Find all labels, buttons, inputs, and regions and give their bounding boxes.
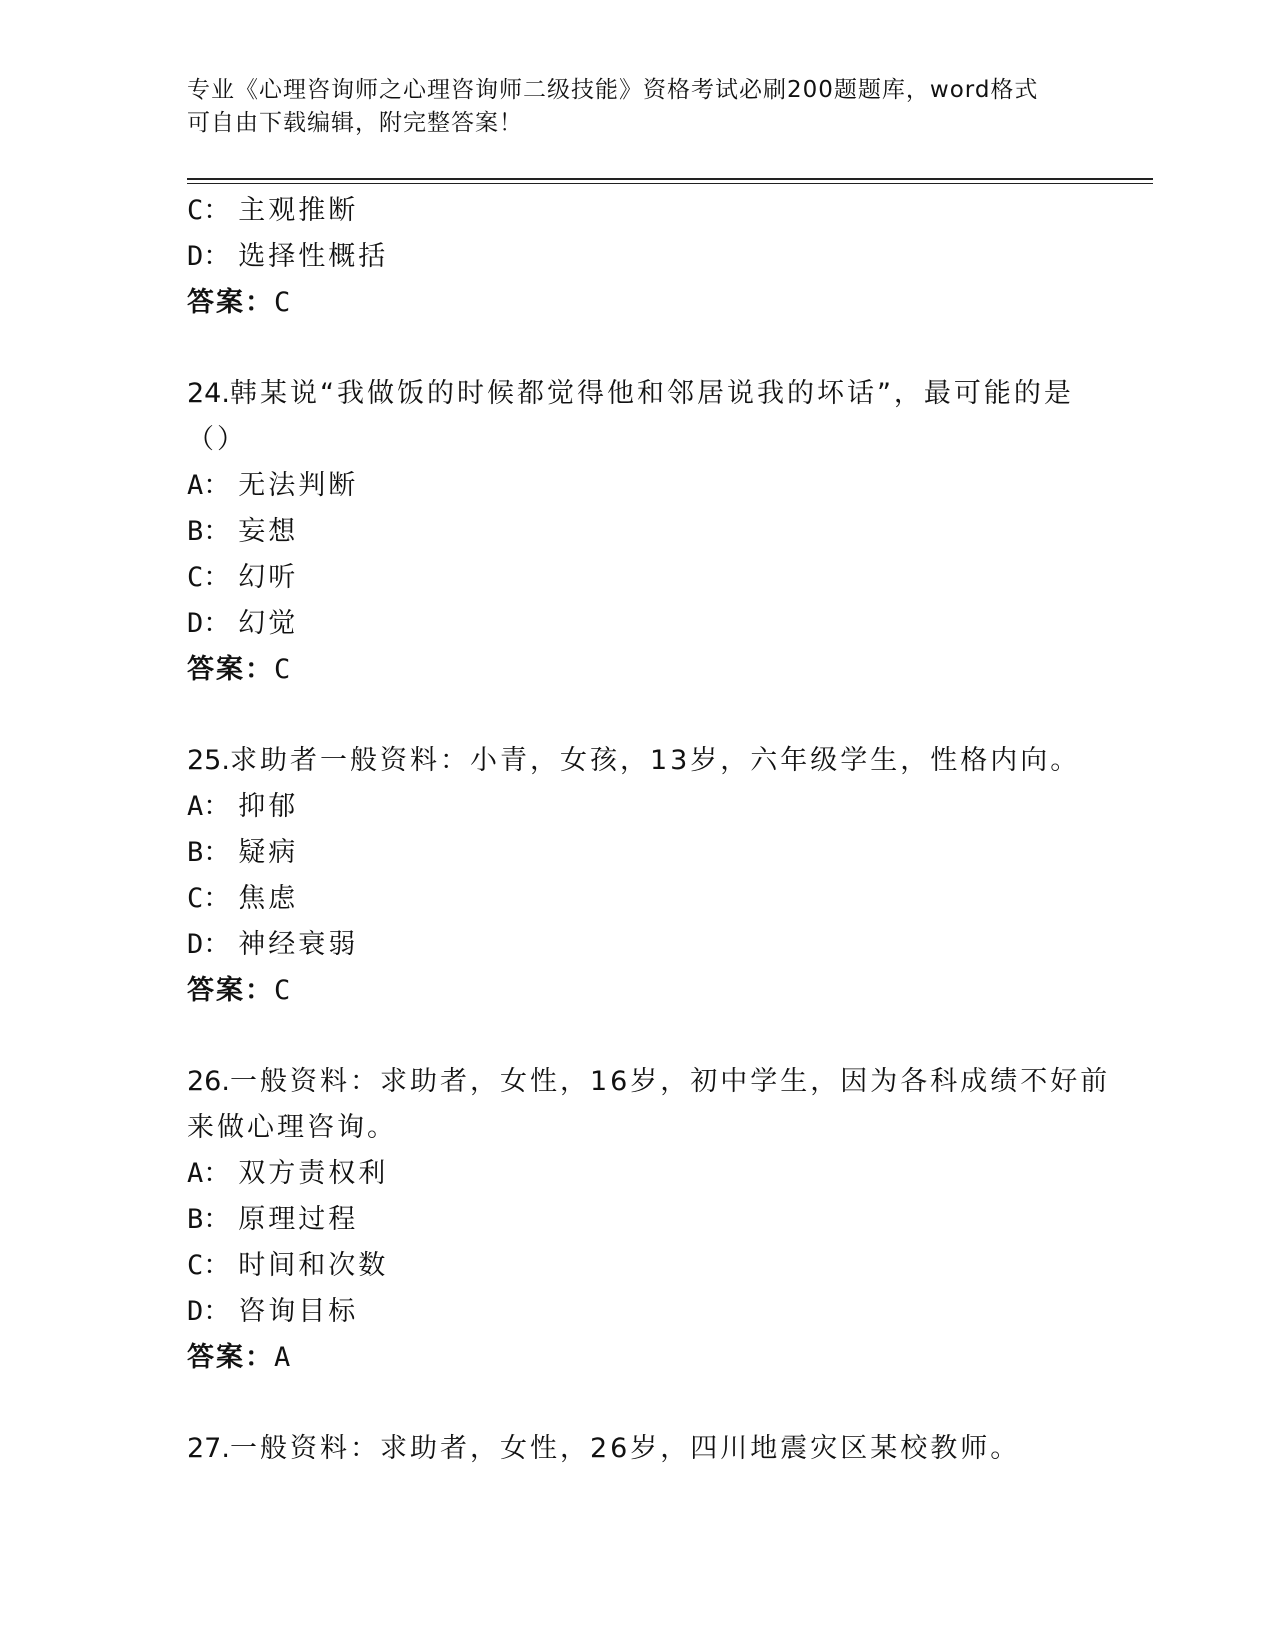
option-b [187,509,1087,555]
option-text: 双方责权利 [238,1158,389,1189]
question-26 [187,1059,1111,1381]
option-c [187,876,1087,922]
answer-line [187,280,1087,326]
option-text: 咨询目标 [238,1296,359,1327]
option-d [187,922,1087,968]
option-b [187,830,1087,876]
option-text: 无法判断 [238,470,359,501]
question-text: 一般资料：求助者，女性，26岁，四川地震灾区某校教师。 [229,1433,1021,1464]
option-text: 原理过程 [238,1204,359,1235]
option-label: D： [187,241,231,272]
question-stem [187,371,1087,417]
document-header [187,74,1087,140]
option-d [187,1289,1087,1335]
question-24 [187,371,1087,693]
question-stem [187,1426,1087,1472]
option-a [187,784,1087,830]
option-label: B： [187,1204,231,1235]
option-label: C： [187,562,231,593]
answer-value: C [274,287,293,318]
answer-label: 答案： [187,975,274,1006]
question-stem-cont: 来做心理咨询。 [187,1112,397,1143]
option-label: D： [187,1296,231,1327]
option-text: 选择性概括 [238,241,389,272]
answer-label: 答案： [187,287,274,318]
option-label: A： [187,791,231,822]
option-text: 时间和次数 [238,1250,389,1281]
option-text: 神经衰弱 [238,929,359,960]
option-text: 主观推断 [238,195,359,226]
question-number: 25. [187,745,230,776]
option-a [187,463,1087,509]
question-25 [187,738,1087,1014]
option-text: 抑郁 [238,791,299,822]
option-label: B： [187,516,231,547]
option-c [187,188,1087,234]
answer-label: 答案： [187,654,274,685]
option-text: 幻听 [238,562,299,593]
question-number: 27. [187,1433,230,1464]
header-divider-thin [187,183,1153,184]
answer-value: C [274,654,293,685]
option-text: 幻觉 [238,608,299,639]
option-label: C： [187,1250,231,1281]
option-text: 妄想 [238,516,299,547]
option-label: C： [187,195,231,226]
option-label: A： [187,470,231,501]
question-stem [187,738,1087,784]
answer-value: C [274,975,293,1006]
question-text: 一般资料：求助者，女性，16岁，初中学生，因为各科成绩不好前 [229,1066,1111,1097]
option-label: D： [187,608,231,639]
question-number: 26. [187,1066,230,1097]
option-label: B： [187,837,231,868]
option-b [187,1197,1087,1243]
answer-line [187,1335,1087,1381]
question-23-continuation [187,188,1087,326]
question-stem [187,1059,1111,1105]
question-27 [187,1426,1087,1472]
header-divider-thick [187,178,1153,180]
option-c [187,555,1087,601]
option-text: 焦虑 [238,883,299,914]
question-number: 24. [187,378,230,409]
option-d [187,234,1087,280]
option-c [187,1243,1087,1289]
answer-value: A [274,1342,293,1373]
question-stem-cont: （） [187,424,247,455]
header-title-line1: 专业《心理咨询师之心理咨询师二级技能》资格考试必刷200题题库，word格式 [187,77,1039,103]
option-text: 疑病 [238,837,299,868]
option-label: C： [187,883,231,914]
answer-line [187,968,1087,1014]
option-label: A： [187,1158,231,1189]
option-d [187,601,1087,647]
option-label: D： [187,929,231,960]
answer-label: 答案： [187,1342,274,1373]
question-text: 韩某说“我做饭的时候都觉得他和邻居说我的坏话”，最可能的是 [229,378,1074,409]
option-a [187,1151,1087,1197]
answer-line [187,647,1087,693]
header-title-line2: 可自由下载编辑，附完整答案！ [187,110,523,136]
document-body [187,188,1111,1472]
question-text: 求助者一般资料：小青，女孩，13岁，六年级学生，性格内向。 [229,745,1081,776]
